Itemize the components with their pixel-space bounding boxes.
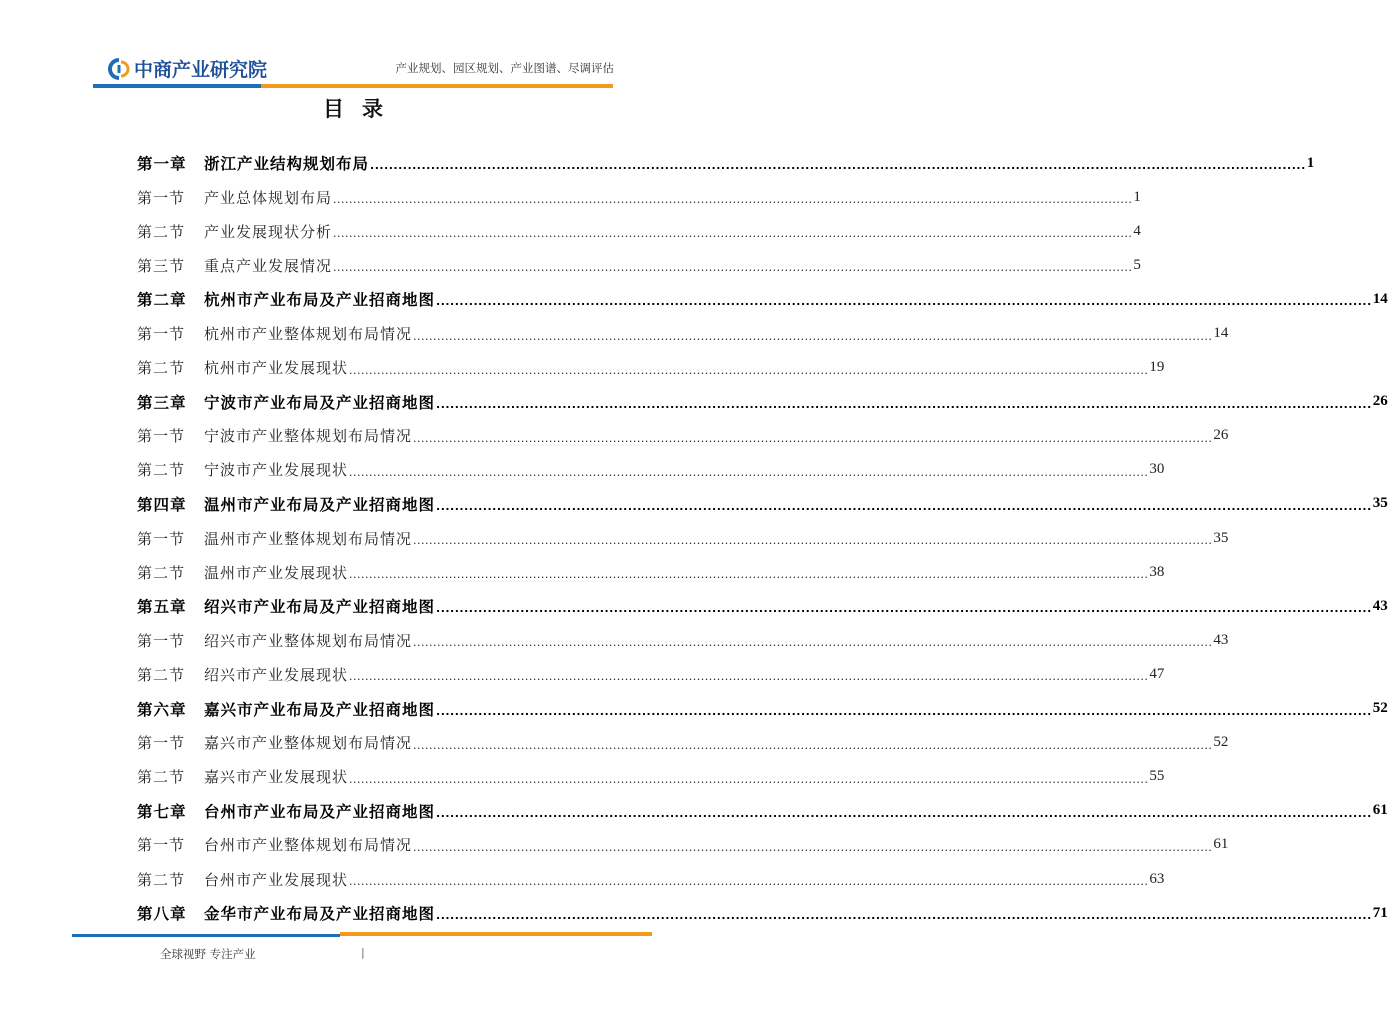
toc-section-entry[interactable]: [137, 214, 1141, 248]
toc-page-number: 43: [1372, 597, 1388, 614]
toc-dot-leader: ........................................................................................................................................................................................................: [436, 295, 1372, 309]
toc-dot-leader: ........................................................................................................................................................................................................: [333, 193, 1133, 207]
toc-entry-title: 台州市产业整体规划布局情况: [204, 836, 413, 855]
toc-dot-leader: ........................................................................................................................................................................................................: [436, 602, 1372, 616]
toc-dot-leader: ........................................................................................................................................................................................................: [436, 499, 1372, 513]
toc-page-number: 43: [1213, 631, 1229, 648]
toc-page-number: 5: [1133, 256, 1141, 273]
toc-page-number: 14: [1372, 290, 1388, 307]
header-divider-blue: [93, 84, 261, 88]
toc-entry-number: 第六章: [137, 700, 187, 719]
toc-page-number: 61: [1372, 802, 1388, 819]
toc-entry-title: 杭州市产业发展现状: [204, 359, 349, 378]
toc-title: 目录: [323, 97, 401, 121]
toc-entry-number: 第七章: [137, 802, 187, 821]
toc-page-number: 47: [1149, 665, 1165, 682]
toc-entry-number: 第一节: [137, 529, 186, 548]
toc-entry-number: 第一节: [137, 734, 186, 753]
toc-entry-title: 温州市产业布局及产业招商地图: [204, 495, 436, 514]
toc-dot-leader: ........................................................................................................................................................................................................: [333, 261, 1133, 275]
toc-section-entry[interactable]: [137, 555, 1165, 589]
toc-entry-number: 第一节: [137, 325, 186, 344]
toc-entry-title: 杭州市产业整体规划布局情况: [204, 325, 413, 344]
toc-entry-title: 宁波市产业布局及产业招商地图: [204, 393, 436, 412]
brand-logo: [108, 55, 267, 82]
toc-section-entry[interactable]: [137, 180, 1141, 214]
toc-dot-leader: ........................................................................................................................................................................................................: [413, 738, 1213, 752]
toc-dot-leader: ........................................................................................................................................................................................................: [413, 329, 1213, 343]
toc-entry-number: 第五章: [137, 598, 187, 617]
toc-section-entry[interactable]: [137, 760, 1165, 794]
toc-entry-title: 杭州市产业布局及产业招商地图: [204, 291, 436, 310]
toc-entry-number: 第一节: [137, 188, 186, 207]
toc-entry-title: 浙江产业结构规划布局: [204, 155, 370, 174]
toc-dot-leader: ........................................................................................................................................................................................................: [349, 465, 1149, 479]
toc-page-number: 35: [1372, 495, 1388, 512]
logo-mark-icon: [108, 58, 130, 80]
toc-entry-title: 绍兴市产业布局及产业招商地图: [204, 598, 436, 617]
toc-page-number: 71: [1372, 904, 1388, 921]
toc-dot-leader: ........................................................................................................................................................................................................: [349, 772, 1149, 786]
footer-divider-orange: [340, 932, 652, 936]
toc-dot-leader: ........................................................................................................................................................................................................: [413, 636, 1213, 650]
footer-slogan: 全球视野 专注产业: [160, 947, 256, 961]
toc-entry-title: 绍兴市产业发展现状: [204, 665, 349, 684]
page-header: [0, 0, 724, 95]
toc-chapter-entry[interactable]: [137, 692, 1388, 726]
toc-entry-number: 第二节: [137, 870, 186, 889]
toc-entry-title: 温州市产业整体规划布局情况: [204, 529, 413, 548]
toc-chapter-entry[interactable]: [137, 589, 1388, 623]
toc-entry-title: 嘉兴市产业整体规划布局情况: [204, 734, 413, 753]
toc-dot-leader: ........................................................................................................................................................................................................: [370, 159, 1306, 173]
toc-entry-number: 第一节: [137, 631, 186, 650]
toc-section-entry[interactable]: [137, 351, 1165, 385]
toc-entry-number: 第二节: [137, 665, 186, 684]
toc-page-number: 55: [1149, 768, 1165, 785]
header-divider-orange: [261, 84, 613, 88]
toc-chapter-entry[interactable]: [137, 487, 1388, 521]
toc-entry-title: 嘉兴市产业布局及产业招商地图: [204, 700, 436, 719]
toc-chapter-entry[interactable]: [137, 896, 1388, 930]
toc-entry-number: 第二节: [137, 563, 186, 582]
toc-chapter-entry[interactable]: [137, 794, 1388, 828]
toc-section-entry[interactable]: [137, 862, 1165, 896]
toc-page-number: 4: [1133, 222, 1141, 239]
toc-page-number: 52: [1213, 734, 1229, 751]
header-tagline: 产业规划、园区规划、产业图谱、尽调评估: [395, 61, 614, 75]
toc-page-number: 1: [1133, 188, 1141, 205]
toc-entry-title: 宁波市产业发展现状: [204, 461, 349, 480]
toc-entry-number: 第一章: [137, 155, 187, 174]
toc-entry-number: 第二节: [137, 222, 186, 241]
toc-dot-leader: ........................................................................................................................................................................................................: [349, 568, 1149, 582]
toc-entry-number: 第三节: [137, 256, 186, 275]
toc-section-entry[interactable]: [137, 248, 1141, 282]
footer-separator: |: [361, 946, 365, 959]
toc-section-entry[interactable]: [137, 419, 1229, 453]
logo-text: 中商产业研究院: [134, 59, 268, 81]
toc-entry-title: 重点产业发展情况: [204, 256, 333, 275]
toc-page-number: 1: [1306, 154, 1315, 171]
toc-page-number: 52: [1372, 700, 1388, 717]
toc-dot-leader: ........................................................................................................................................................................................................: [413, 534, 1213, 548]
toc-section-entry[interactable]: [137, 726, 1229, 760]
footer-divider-blue: [72, 934, 340, 937]
toc-dot-leader: ........................................................................................................................................................................................................: [349, 363, 1149, 377]
toc-entry-number: 第二节: [137, 461, 186, 480]
toc-page-number: 61: [1213, 836, 1229, 853]
toc-page-number: 26: [1213, 427, 1229, 444]
toc-entry-number: 第二节: [137, 359, 186, 378]
toc-dot-leader: ........................................................................................................................................................................................................: [413, 840, 1213, 854]
toc-entry-title: 温州市产业发展现状: [204, 563, 349, 582]
toc-dot-leader: ........................................................................................................................................................................................................: [436, 704, 1372, 718]
toc-entry-number: 第四章: [137, 495, 187, 514]
table-of-contents: [137, 146, 1388, 930]
toc-dot-leader: ........................................................................................................................................................................................................: [413, 431, 1213, 445]
toc-entry-number: 第一节: [137, 427, 186, 446]
toc-entry-number: 第二节: [137, 768, 186, 787]
toc-page-number: 30: [1149, 461, 1165, 478]
toc-entry-number: 第一节: [137, 836, 186, 855]
toc-page-number: 26: [1372, 393, 1388, 410]
toc-entry-number: 第八章: [137, 905, 187, 924]
toc-section-entry[interactable]: [137, 828, 1229, 862]
toc-dot-leader: ........................................................................................................................................................................................................: [349, 875, 1149, 889]
toc-entry-number: 第三章: [137, 393, 187, 412]
toc-entry-title: 绍兴市产业整体规划布局情况: [204, 631, 413, 650]
toc-page-number: 38: [1149, 563, 1165, 580]
toc-chapter-entry[interactable]: [137, 146, 1315, 180]
toc-section-entry[interactable]: [137, 453, 1165, 487]
toc-dot-leader: ........................................................................................................................................................................................................: [436, 397, 1372, 411]
toc-entry-title: 嘉兴市产业发展现状: [204, 768, 349, 787]
toc-page-number: 14: [1213, 325, 1229, 342]
toc-dot-leader: ........................................................................................................................................................................................................: [349, 670, 1149, 684]
toc-entry-title: 产业发展现状分析: [204, 222, 333, 241]
toc-section-entry[interactable]: [137, 657, 1165, 691]
toc-entry-title: 台州市产业布局及产业招商地图: [204, 802, 436, 821]
toc-dot-leader: ........................................................................................................................................................................................................: [436, 909, 1372, 923]
toc-entry-title: 金华市产业布局及产业招商地图: [204, 905, 436, 924]
toc-entry-number: 第二章: [137, 291, 187, 310]
toc-section-entry[interactable]: [137, 623, 1229, 657]
toc-chapter-entry[interactable]: [137, 282, 1388, 316]
toc-section-entry[interactable]: [137, 521, 1229, 555]
toc-dot-leader: ........................................................................................................................................................................................................: [436, 806, 1372, 820]
toc-page-number: 63: [1149, 870, 1165, 887]
toc-page-number: 35: [1213, 529, 1229, 546]
toc-chapter-entry[interactable]: [137, 385, 1388, 419]
toc-dot-leader: ........................................................................................................................................................................................................: [333, 227, 1133, 241]
toc-entry-title: 台州市产业发展现状: [204, 870, 349, 889]
toc-entry-title: 产业总体规划布局: [204, 188, 333, 207]
toc-section-entry[interactable]: [137, 316, 1229, 350]
toc-entry-title: 宁波市产业整体规划布局情况: [204, 427, 413, 446]
toc-page-number: 19: [1149, 359, 1165, 376]
